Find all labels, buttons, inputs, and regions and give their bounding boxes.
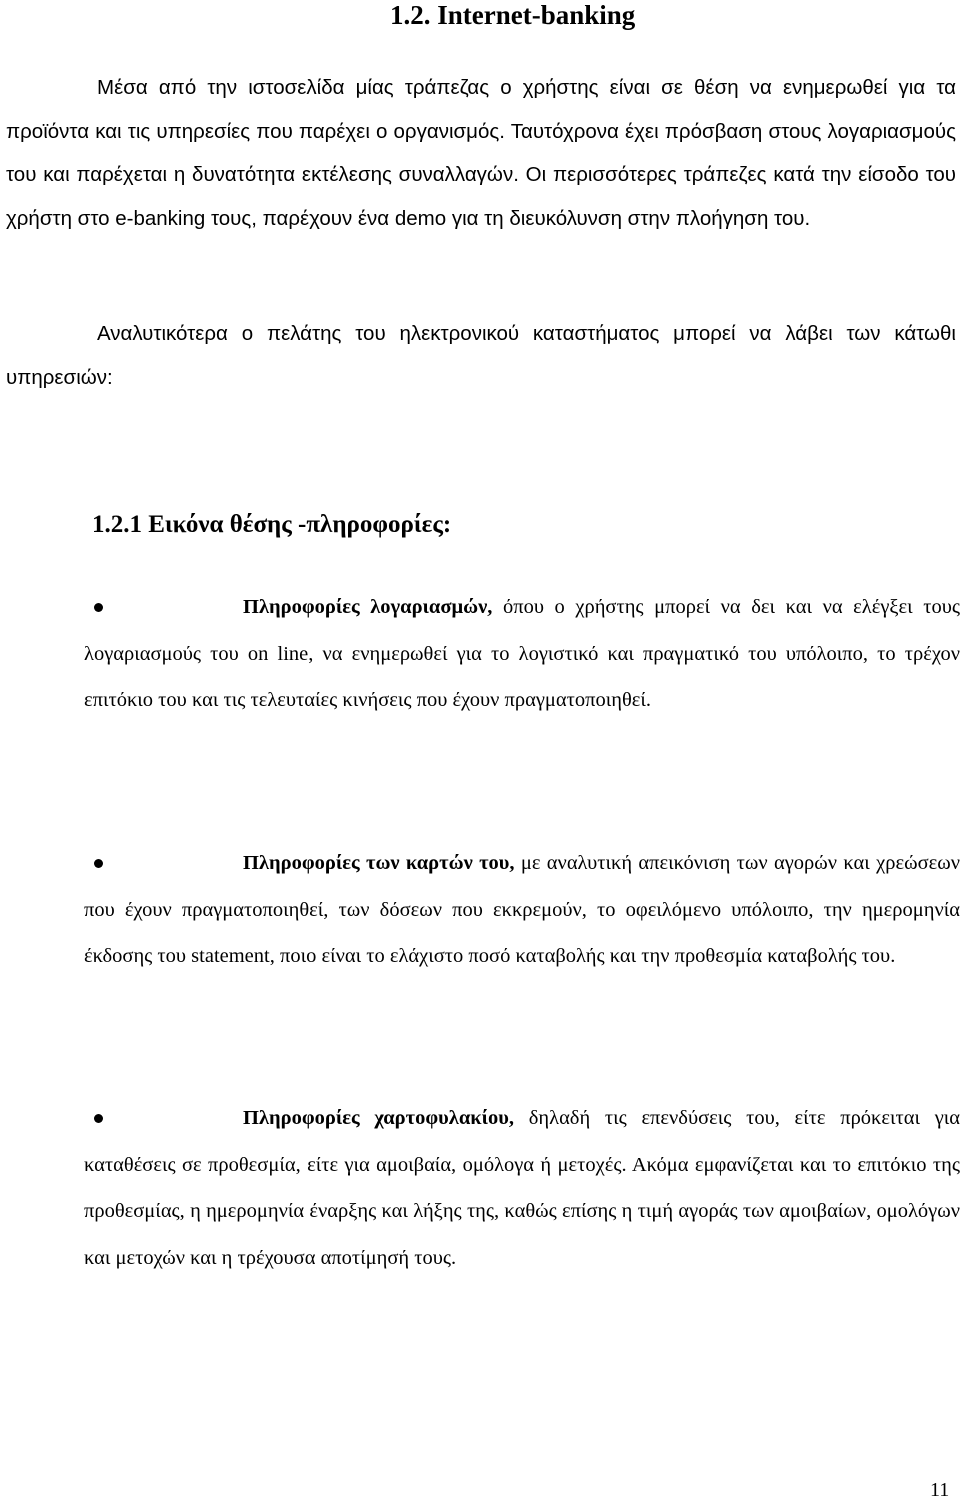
list-item-title: Πληροφορίες χαρτοφυλακίου,: [243, 1107, 515, 1129]
intro-paragraph: [6, 66, 956, 240]
list-item-text: [84, 584, 960, 724]
list-item-card-info: [84, 840, 960, 980]
list-item-text: [84, 1095, 960, 1281]
subsection-heading: 1.2.1 Εικόνα θέσης -πληροφορίες:: [92, 511, 452, 538]
list-item-body: όπου ο χρήστης μπορεί να δει και να ελέγξει τους λογαριασμούς του on line, να ενημερωθεί για το λογιστικό και πραγματικό του υπόλοιπο, το τρέχον επιτόκιο του και τις τελευταίες κινήσεις που έχουν πραγματοποιηθεί.: [84, 596, 960, 711]
list-item-portfolio-info: [84, 1095, 960, 1281]
list-item-body: δηλαδή τις επενδύσεις του, είτε πρόκειται για καταθέσεις σε προθεσμία, είτε για αμοιβαία, ομόλογα ή μετοχές. Ακόμα εμφανίζεται και το επιτόκιο της προθεσμίας, η ημερομηνία έναρξης και λήξης της, καθώς επίσης η τιμή αγοράς των αμοιβαίων, ομολόγων και μετοχών και η τρέχουσα αποτίμησή τους.: [84, 1107, 960, 1269]
section-heading: 1.2. Internet-banking: [390, 0, 636, 30]
list-item-title: Πληροφορίες λογαριασμών,: [243, 596, 493, 618]
intro-paragraph-text: Μέσα από την ιστοσελίδα μίας τράπεζας ο χρήστης είναι σε θέση να ενημερωθεί για τα προϊόντα και τις υπηρεσίες που παρέχει ο οργανισμός. Ταυτόχρονα έχει πρόσβαση στους λογαριασμούς του και παρέχεται η δυνατότητα εκτέλεσης συναλλαγών. Οι περισσότερες τράπεζες κατά την είσοδο του χρήστη στο e-banking τους, παρέχουν ένα demo για τη διευκόλυνση στην πλοήγηση του.: [6, 76, 956, 230]
list-item-account-info: [84, 584, 960, 724]
services-intro-paragraph: [6, 312, 956, 399]
list-item-text: [84, 840, 960, 980]
page-number: 11: [930, 1479, 950, 1501]
services-intro-text: Αναλυτικότερα ο πελάτης του ηλεκτρονικού καταστήματος μπορεί να λάβει των κάτωθι υπηρεσιών:: [6, 322, 956, 389]
list-item-title: Πληροφορίες των καρτών του,: [243, 852, 515, 874]
list-item-body: με αναλυτική απεικόνιση των αγορών και χρεώσεων που έχουν πραγματοποιηθεί, των δόσεων που εκκρεμούν, το οφειλόμενο υπόλοιπο, την ημερομηνία έκδοσης του statement, ποιο είναι το ελάχιστο ποσό καταβολής και την προθεσμία καταβολής του.: [84, 852, 960, 967]
